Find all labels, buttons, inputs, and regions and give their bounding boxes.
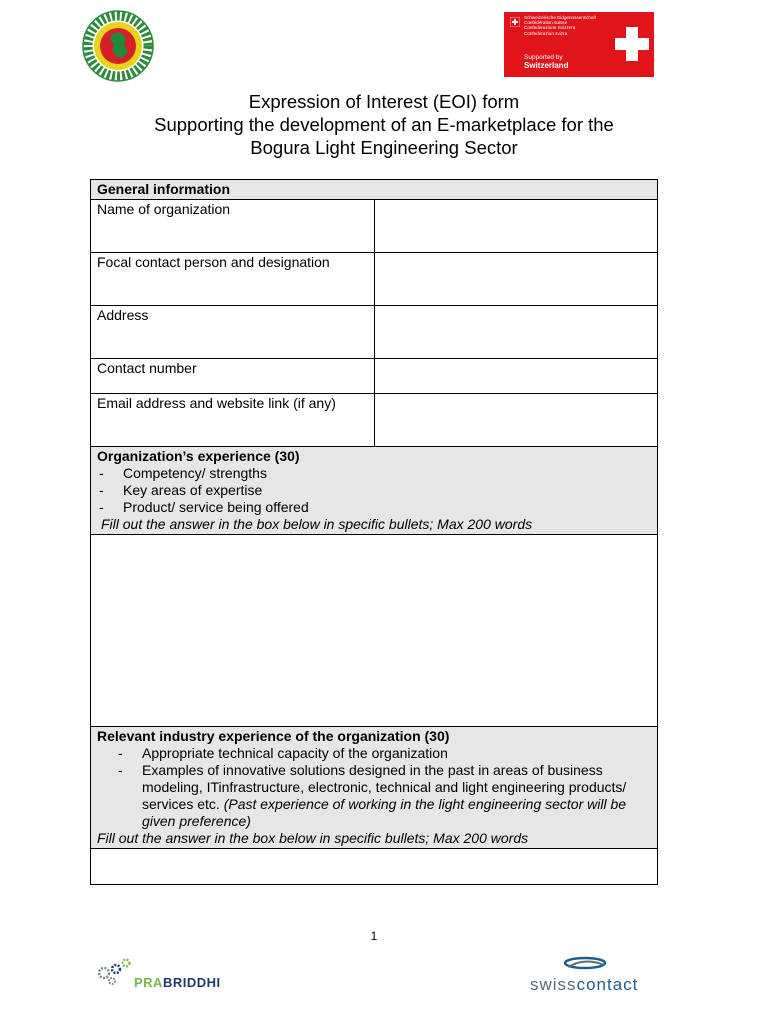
document-title <box>0 90 768 159</box>
field-input-email-website[interactable] <box>374 394 658 447</box>
industry-answer-row <box>91 849 658 885</box>
field-label-organization-name: Name of organization <box>91 200 375 253</box>
swisscontact-logo <box>530 955 662 995</box>
swisscontact-swoosh-icon <box>560 955 610 975</box>
field-row <box>91 200 658 253</box>
industry-section-row <box>91 727 658 849</box>
title-line-2: Supporting the development of an E-marketplace for the <box>154 114 614 135</box>
list-item: - Key areas of expertise <box>97 482 651 499</box>
field-row <box>91 253 658 306</box>
industry-instruction: Fill out the answer in the box below in specific bullets; Max 200 words <box>97 830 529 846</box>
experience-answer-row <box>91 535 658 727</box>
list-item: - Product/ service being offered <box>97 499 651 516</box>
experience-section-row <box>91 447 658 535</box>
list-item: - Competency/ strengths <box>97 465 651 482</box>
experience-header: Organization’s experience (30) <box>97 448 300 464</box>
swiss-cross-icon <box>612 24 652 64</box>
page-number: 1 <box>370 929 378 943</box>
field-row <box>91 359 658 394</box>
field-row <box>91 394 658 447</box>
experience-bullets <box>97 465 651 516</box>
field-label-address: Address <box>91 306 375 359</box>
title-line-1: Expression of Interest (EOI) form <box>248 91 520 112</box>
gears-icon <box>96 957 136 987</box>
industry-bullet-note: (Past experience of working in the light engineering sector will be given preference) <box>142 796 627 829</box>
field-label-contact-number: Contact number <box>91 359 375 394</box>
swiss-flag-icon <box>510 17 520 27</box>
list-item: - Appropriate technical capacity of the organization <box>97 745 651 762</box>
field-input-contact-number[interactable] <box>374 359 658 394</box>
experience-section <box>91 447 658 535</box>
field-input-organization-name[interactable] <box>374 200 658 253</box>
industry-header: Relevant industry experience of the organization (30) <box>97 728 450 744</box>
prabriddhi-logo <box>96 955 236 995</box>
field-input-focal-contact[interactable] <box>374 253 658 306</box>
experience-answer-box[interactable] <box>91 535 658 727</box>
industry-bullets <box>97 745 651 830</box>
industry-bullet-text: Examples of innovative solutions designed in the past in areas of business modeling, ITinfrastructure, electronic, technical and light engineering products/ services etc. <box>142 762 627 812</box>
field-label-email-website: Email address and website link (if any) <box>91 394 375 447</box>
supported-by-text: Supported by Switzerland <box>524 54 569 70</box>
experience-instruction: Fill out the answer in the box below in specific bullets; Max 200 words <box>101 516 533 532</box>
swiss-languages: Schweizerische Eidgenossenschaft Confédération suisse Confederazione Svizzera Confederaziun svizra <box>524 15 597 36</box>
industry-section <box>91 727 658 849</box>
industry-answer-box[interactable] <box>91 849 658 885</box>
prabriddhi-wordmark: PRABRIDDHI <box>134 975 221 990</box>
title-line-3: Bogura Light Engineering Sector <box>250 137 518 158</box>
swiss-confederation-logo <box>504 12 654 77</box>
general-info-header: General information <box>91 180 658 200</box>
bangladesh-government-logo <box>82 10 154 82</box>
field-row <box>91 306 658 359</box>
field-input-address[interactable] <box>374 306 658 359</box>
field-label-focal-contact: Focal contact person and designation <box>91 253 375 306</box>
list-item <box>97 762 651 830</box>
swisscontact-wordmark: swisscontact <box>530 975 639 994</box>
general-info-header-row <box>91 180 658 200</box>
eoi-form-table <box>90 179 658 885</box>
